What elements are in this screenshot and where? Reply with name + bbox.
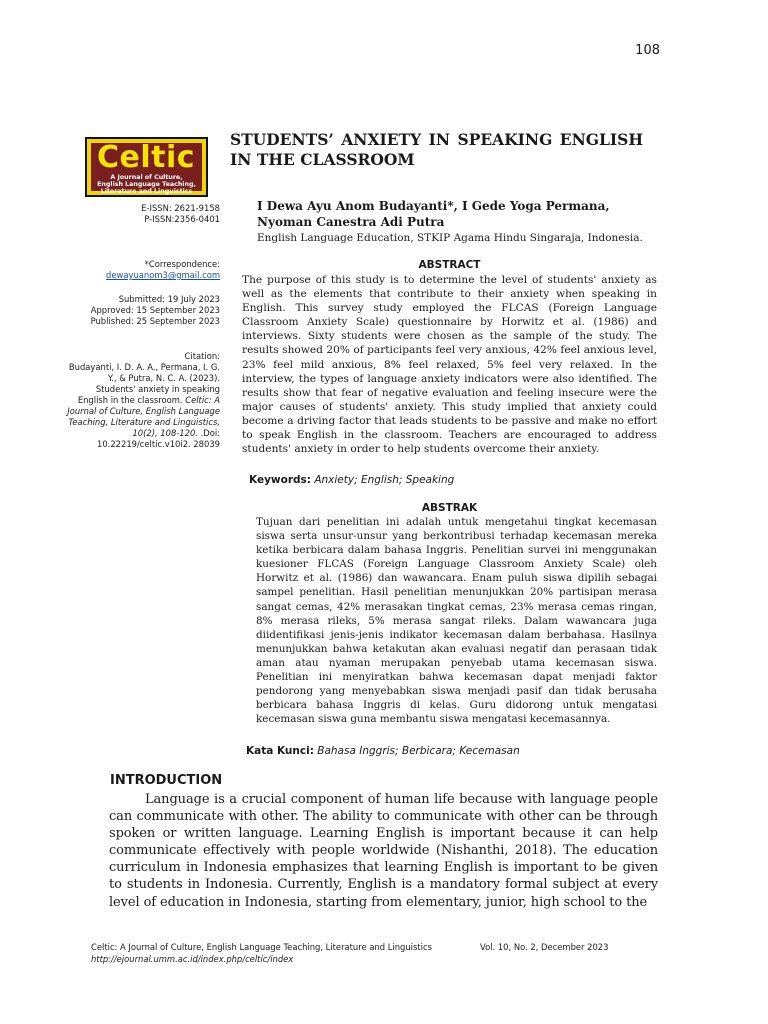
abstract-text: The purpose of this study is to determine the level of students' anxiety as well as the elements that contribute to their anxiety when speaking in English. This survey study employed the FLCAS (Foreign Language Classroom Anxiety Scale) questionnaire by Horwitz et al. (1986) and interviews. Sixty students were chosen as the sample of the study. The results showed 20% of participants feel very anxious, 42% feel anxious level, 23% feel mild anxious, 8% feel relaxed, 5% feel very relaxed. In the interview, the types of language anxiety indicators were also identified. The results show that fear of negative evaluation and feeling insecure were the major causes of students' anxiety. This study implied that anxiety could become a driving factor that leads students to be passive and make no effort to speak English in the classroom. Teachers are encouraged to address students' anxiety in order to help students overcome their anxiety. (242, 274, 657, 456)
introduction-body (109, 791, 658, 911)
correspondence-block (60, 259, 220, 281)
pissn: P-ISSN:2356-0401 (144, 214, 220, 224)
keywords-value: Anxiety; English; Speaking (314, 474, 455, 486)
citation-label: Citation: (184, 351, 220, 361)
citation-doi: 10.22219/celtic.v10i2. 28039 (97, 439, 220, 449)
issn-block (60, 203, 220, 225)
abstrak-text: Tujuan dari penelitian ini adalah untuk mengetahui tingkat kecemasan siswa serta unsur-unsur yang berkontribusi terhadap kecemasan mereka ketika berbicara dalam bahasa Inggris. Penelitian survei ini menggunakan kuesioner FLCAS (Foreign Language Classroom Anxiety Scale) oleh Horwitz et al. (1986) dan wawancara. Enam puluh siswa dipilih sebagai sampel penelitian. Hasil penelitian menunjukkan 20% partisipan merasa sangat cemas, 42% merasakan tingkat cemas, 23% merasa cemas ringan, 8% merasa rileks, 5% merasa sangat rileks. Dalam wawancara juga diidentifikasi jenis-jenis indikator kecemasan dalam berbahasa. Hasilnya menunjukkan bahwa ketakutan akan evaluasi negatif dan perasaan tidak aman atau nyaman merupakan penyebab utama kecemasan siswa. Penelitian ini menyiratkan bahwa kecemasan dapat menjadi faktor pendorong yang menyebabkan siswa menjadi pasif dan tidak berusaha berbicara bahasa Inggris di kelas. Guru didorong untuk mengatasi kecemasan siswa guna membantu siswa mengatasi kecemasannya. (256, 516, 657, 726)
kata-kunci-value: Bahasa Inggris; Berbicara; Kecemasan (317, 745, 520, 757)
footer-journal (91, 941, 432, 965)
affiliation: English Language Education, STKIP Agama Hindu Singaraja, Indonesia. (257, 232, 643, 244)
published-date: Published: 25 September 2023 (90, 316, 220, 326)
abstrak-heading: ABSTRAK (421, 502, 478, 514)
kata-kunci-label: Kata Kunci: (246, 745, 314, 757)
correspondence-label: *Correspondence: (144, 259, 220, 269)
author-list: I Dewa Ayu Anom Budayanti*, I Gede Yoga Permana, Nyoman Canestra Adi Putra (257, 199, 610, 229)
submitted-date: Submitted: 19 July 2023 (118, 294, 220, 304)
kata-kunci-line (246, 745, 666, 757)
keywords-line (249, 474, 669, 486)
dates-block (60, 294, 220, 327)
logo-subtitle: A Journal of Culture, English Language Teaching, Literature and Linguistics (97, 174, 196, 196)
footer-volume: Vol. 10, No. 2, December 2023 (480, 942, 609, 952)
eissn: E-ISSN: 2621-9158 (141, 203, 220, 213)
footer-url-link[interactable]: http://ejournal.umm.ac.id/index.php/celtic/index (91, 954, 294, 964)
introduction-heading: INTRODUCTION (110, 773, 223, 788)
logo-wordmark: Celtic (97, 140, 196, 175)
footer-journal-name: Celtic: A Journal of Culture, English Language Teaching, Literature and Linguistics (91, 942, 432, 952)
journal-logo (85, 137, 208, 197)
keywords-label: Keywords: (249, 474, 311, 486)
approved-date: Approved: 15 September 2023 (90, 305, 220, 315)
citation-block: Citation: Budayanti, I. D. A. A., Permana, I. G. Y., & Putra, N. C. A. (2023). Students' anxiety in speaking English in the classroom. Celtic: A Journal of Culture, English Language Teaching, Literature and Linguistics, 10(2), 108-120. .Doi: 10.22219/celtic.v10i2. 28039 (60, 351, 220, 450)
introduction-paragraph: Language is a crucial component of human life because with language people can communicate with other. The ability to communicate with other can be through spoken or written language. Learning English is important because it can help communicate effectively with people worldwide (Nishanthi, 2018). The education curriculum in Indonesia emphasizes that learning English is important to be given to students in Indonesia. Currently, English is a mandatory formal subject at every level of education in Indonesia, starting from elementary, junior, high school to the (109, 792, 658, 910)
page-number: 108 (635, 43, 660, 58)
abstract-heading: ABSTRACT (418, 259, 481, 271)
paper-title: STUDENTS’ ANXIETY IN SPEAKING ENGLISH IN THE CLASSROOM (230, 130, 643, 169)
correspondence-email-link[interactable]: dewayuanom3@gmail.com (106, 270, 220, 280)
